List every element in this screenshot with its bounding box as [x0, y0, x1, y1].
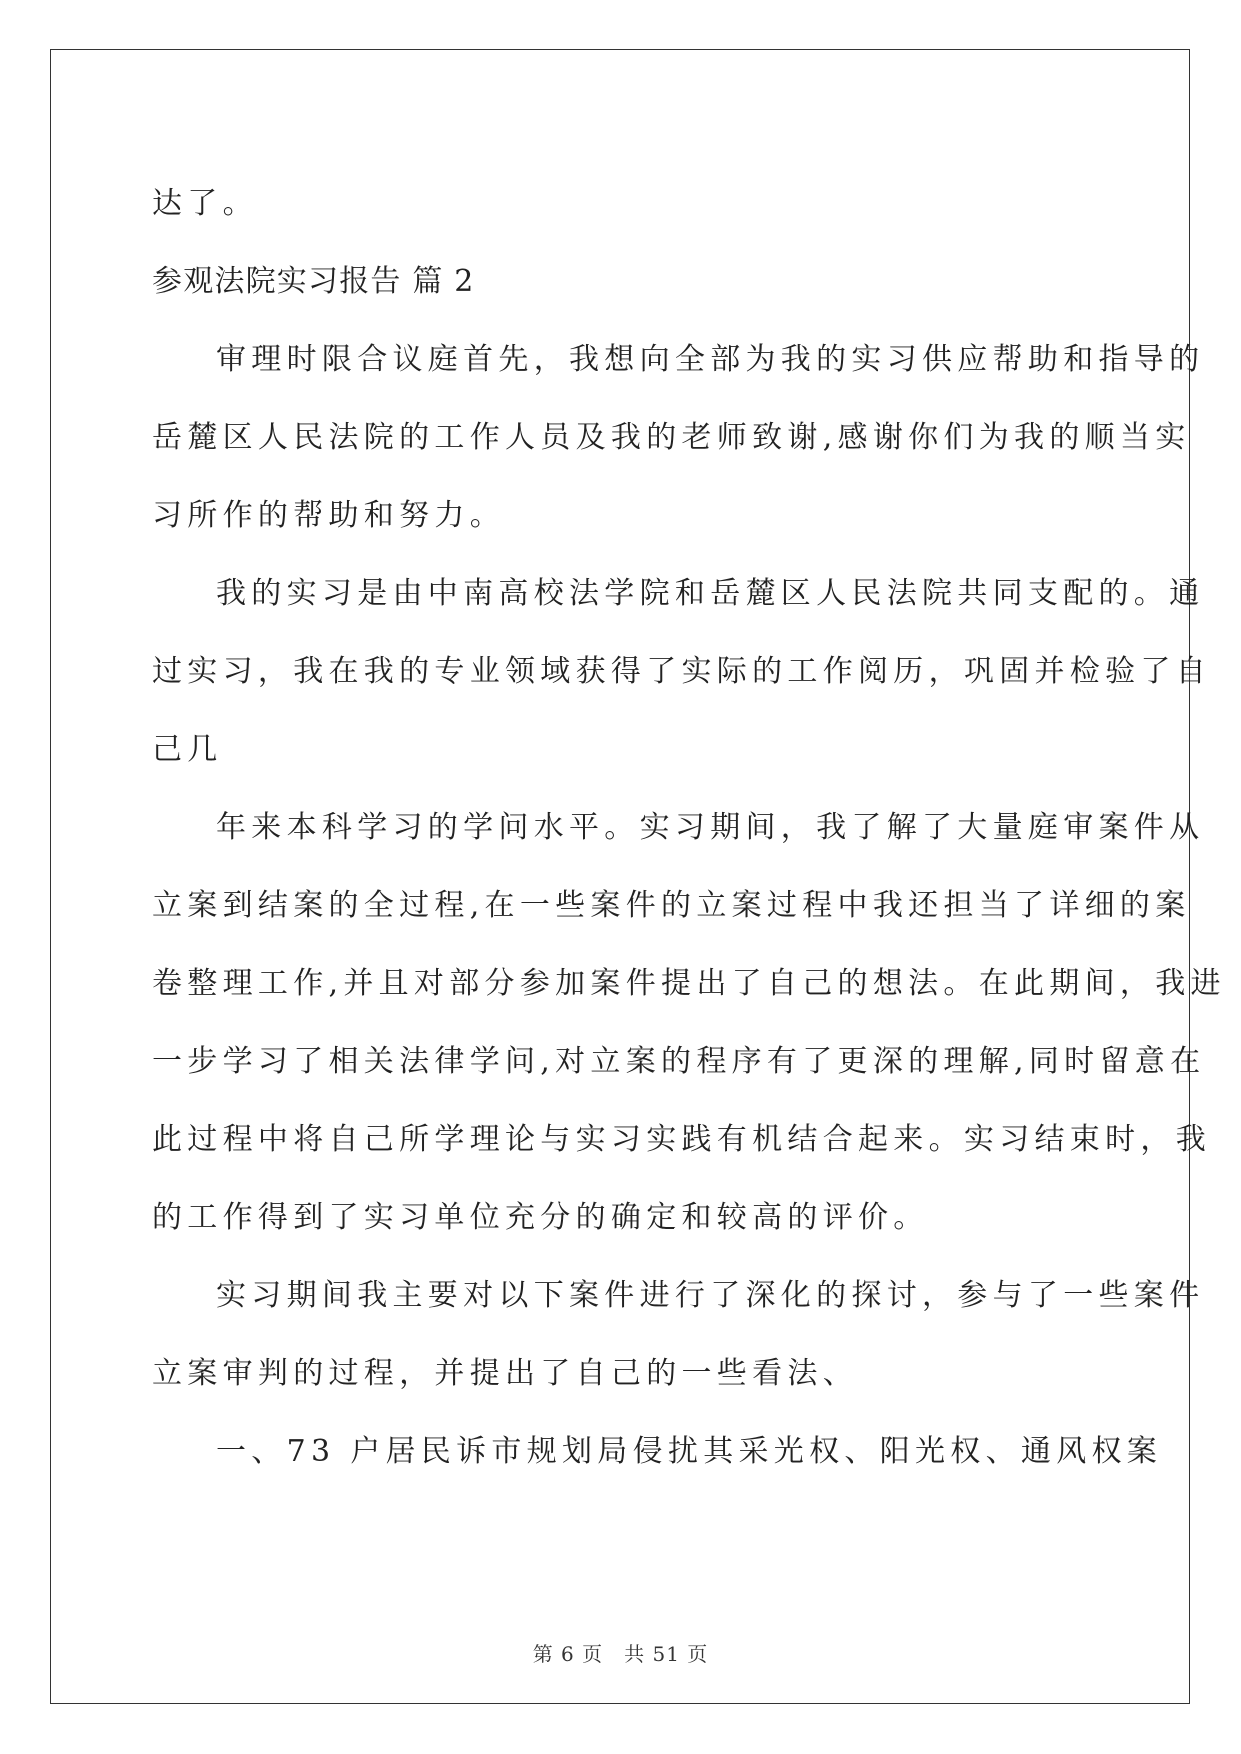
section-heading: 参观法院实习报告 篇 2	[152, 264, 475, 299]
text-line: 我的实习是由中南高校法学院和岳麓区人民法院共同支配的。通	[216, 576, 1205, 611]
text-line: 年来本科学习的学问水平。实习期间，我了解了大量庭审案件从	[216, 810, 1205, 845]
text-line: 立案到结案的全过程,在一些案件的立案过程中我还担当了详细的案	[152, 888, 1191, 923]
text-line: 己几	[152, 732, 223, 767]
text-line: 一、73 户居民诉市规划局侵扰其采光权、阳光权、通风权案	[216, 1434, 1163, 1469]
text-line: 立案审判的过程，并提出了自己的一些看法、	[152, 1356, 858, 1391]
text-line: 实习期间我主要对以下案件进行了深化的探讨，参与了一些案件	[216, 1278, 1205, 1313]
page-number-footer: 第 6 页 共 51 页	[532, 1642, 709, 1666]
document-body	[152, 165, 1226, 1491]
text-line: 习所作的帮助和努力。	[152, 498, 505, 533]
text-line: 的工作得到了实习单位充分的确定和较高的评价。	[152, 1200, 929, 1235]
text-line: 岳麓区人民法院的工作人员及我的老师致谢,感谢你们为我的顺当实	[152, 420, 1191, 455]
text-line: 此过程中将自己所学理论与实习实践有机结合起来。实习结束时，我	[152, 1122, 1211, 1157]
text-line: 一步学习了相关法律学问,对立案的程序有了更深的理解,同时留意在	[152, 1044, 1206, 1079]
text-line: 审理时限合议庭首先，我想向全部为我的实习供应帮助和指导的	[216, 342, 1205, 377]
text-line: 卷整理工作,并且对部分参加案件提出了自己的想法。在此期间，我进	[152, 966, 1226, 1001]
text-line: 达了。	[152, 186, 258, 221]
text-line: 过实习，我在我的专业领域获得了实际的工作阅历，巩固并检验了自	[152, 654, 1211, 689]
